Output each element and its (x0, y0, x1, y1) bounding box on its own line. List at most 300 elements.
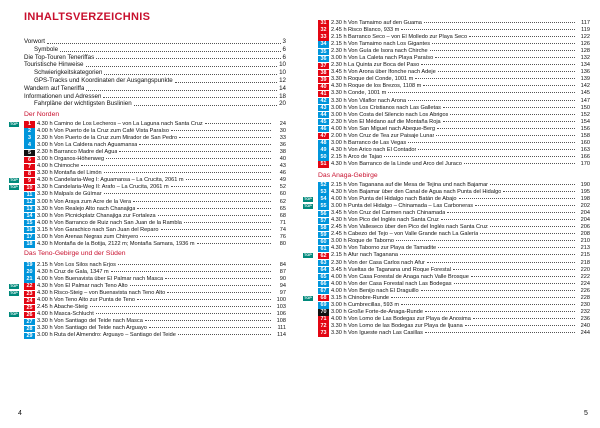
tour-page: 244 (580, 329, 590, 336)
leader-dots (103, 93, 277, 99)
tour-duration: 3.00 h (331, 111, 347, 118)
tour-number: 50 (318, 154, 329, 160)
tour-number: 24 (24, 298, 35, 304)
tour-page: 220 (580, 266, 590, 273)
tour-name: Risco-Steig – von Buenavista nach Teno Alto (54, 290, 166, 297)
tour-entry (318, 245, 590, 252)
leader-dots (450, 114, 575, 115)
tour-duration: 4.30 h (331, 160, 347, 167)
tour-name: Von Cruz del Carmen nach Chinamada (348, 210, 446, 217)
top-badge: TOP (10, 122, 18, 127)
tour-page: 111 (277, 325, 286, 332)
tour-number: 41 (318, 91, 329, 97)
tour-entry (318, 260, 590, 267)
tour-duration: 3.30 h (37, 170, 53, 177)
tour-name: Von Santiago del Teide nach Masca (54, 318, 143, 325)
tour-entry (318, 119, 590, 126)
tour-number: 47 (318, 133, 329, 139)
tour-duration: 2.15 h (37, 262, 53, 268)
tour-duration: 2.45 h (331, 231, 347, 238)
leader-dots (436, 135, 575, 136)
tour-page: 97 (279, 290, 286, 297)
tour-name: Cumbrecillas, 593 m (348, 301, 399, 308)
tour-duration: 3.00 h (331, 104, 347, 111)
tour-name: Von Arona über Ifonche nach Adeje (348, 69, 436, 76)
tour-entry (318, 98, 590, 105)
tour-name: Große Forte-de-Anaga-Runde (348, 308, 423, 315)
tour-entry (318, 189, 590, 196)
tour-duration: 2.30 h (37, 135, 53, 142)
tour-entry (24, 135, 286, 142)
leader-dots (401, 304, 575, 305)
tour-number: 12 (24, 199, 35, 205)
tour-duration: 3.30 h (37, 191, 53, 198)
tour-name: Von Santiago del Teide nach Arguayo (54, 325, 147, 332)
tour-name: Von Araya zum Acre de la Vera (54, 198, 132, 205)
top-badge: TOP (10, 312, 18, 317)
tour-duration: 4.30 h (37, 121, 53, 127)
tour-page: 136 (580, 69, 590, 76)
tour-number: 36 (318, 56, 329, 62)
tour-number: 5 (24, 150, 35, 156)
leader-dots (133, 201, 271, 202)
leader-dots (205, 123, 271, 124)
tour-name: Von La Caleta nach Playa Paraíso (348, 55, 434, 62)
tour-entry (10, 184, 286, 191)
tour-entry (10, 311, 286, 318)
leader-dots (423, 85, 575, 86)
tour-page: 134 (580, 62, 590, 69)
tour-page: 170 (580, 160, 590, 167)
tour-page: 119 (581, 27, 590, 34)
tour-number: 49 (318, 147, 329, 153)
leader-dots (179, 137, 271, 138)
tour-name: Von Arico nach El Contador (348, 146, 417, 153)
tour-entry (24, 227, 286, 234)
leader-dots (60, 46, 280, 52)
tour-name: Von Vilaflor nach Arona (348, 97, 407, 104)
tour-duration: 4.30 h (37, 269, 53, 276)
toc-entry (24, 93, 286, 101)
tour-entry (24, 220, 286, 227)
tour-name: Arco de Tajao (348, 153, 383, 160)
leader-dots (90, 306, 271, 307)
leader-dots (401, 29, 575, 30)
tour-entry (318, 288, 590, 295)
leader-dots (437, 128, 575, 129)
tour-name: Von Los Silos nach Erjos (54, 262, 116, 268)
tour-name: Von Puerto de la Cruz zum Café Vista Paraíso (54, 128, 169, 135)
tour-page: 46 (279, 170, 286, 177)
tour-list-teno (10, 262, 286, 340)
tour-duration: 4.30 h (331, 245, 347, 252)
tour-number: 60 (318, 239, 329, 245)
tour-page: 38 (279, 149, 286, 156)
tour-number: 61 (318, 246, 329, 252)
leader-dots (480, 233, 575, 234)
tour-entry (10, 290, 286, 297)
leader-dots (134, 100, 277, 106)
tour-name: Roque de Taborno (348, 238, 394, 245)
tour-entry (24, 199, 286, 206)
tour-number: 35 (318, 49, 329, 55)
tour-name: Von Valleseco über den Pico del Inglés nach Santa Cruz (348, 224, 488, 231)
page-title: INHALTSVERZEICHNIS (24, 11, 151, 23)
tour-number: 28 (24, 326, 35, 332)
tour-page: 224 (580, 280, 590, 287)
tour-number: 8 (24, 171, 35, 177)
tour-page: 154 (580, 118, 590, 125)
tour-duration: 3.15 h (37, 226, 53, 233)
tour-duration: 4.00 h (331, 280, 347, 287)
top-badge: TOP (304, 204, 312, 209)
tour-name: La Quinta zur Boca del Paso (348, 62, 420, 69)
leader-dots (469, 36, 575, 37)
leader-dots (441, 219, 575, 220)
leader-dots (119, 151, 271, 152)
tour-name: Conde, 1001 m (348, 90, 387, 97)
tour-number: 4 (24, 142, 35, 148)
tour-name: Von Los Cristianos nach Las Galletas (348, 104, 441, 111)
tour-page: 240 (580, 322, 590, 329)
tour-number: 27 (24, 319, 35, 325)
tour-entry (24, 325, 286, 332)
tour-duration: 3.30 h (331, 97, 347, 104)
toc-entry-title: Vorwort (24, 38, 45, 45)
leader-dots (435, 57, 575, 58)
tour-name: Malpaís de Güímar (54, 191, 102, 198)
leader-dots (475, 205, 575, 206)
tour-entry (318, 112, 590, 119)
leader-dots (104, 193, 271, 194)
leader-dots (106, 158, 271, 159)
tour-duration: 3.00 h (331, 55, 347, 62)
toc-entry-page: 6 (282, 45, 286, 53)
tour-name: Von Costa del Silencio nach Los Abrigos (348, 111, 449, 118)
leader-dots (503, 191, 575, 192)
tour-page: 106 (276, 311, 286, 318)
tour-number: 32 (318, 27, 329, 33)
leader-dots (171, 186, 271, 187)
tour-number: 72 (318, 323, 329, 329)
tour-entry (10, 283, 286, 290)
tour-number: 22 (24, 283, 35, 289)
leader-dots (421, 64, 575, 65)
leader-dots (81, 165, 271, 166)
tour-name: Von Teno Alto zur Punta de Teno (54, 297, 135, 304)
toc-entry (24, 61, 286, 69)
tour-name: Montaña de la Botija, 2122 m; Montaña Samara, 1936 m (54, 240, 195, 247)
tour-name: Von Casa Forestal de Anaga nach Valle Brosque (348, 273, 469, 280)
tour-duration: 2.15 h (331, 153, 347, 160)
tour-list-norden (10, 121, 286, 248)
tour-page: 139 (580, 76, 590, 83)
tour-duration: 4.30 h (331, 217, 347, 224)
tour-list-anaga (304, 182, 590, 337)
tour-duration: 4.00 h (37, 297, 53, 304)
tour-number: 45 (318, 119, 329, 125)
tour-name: Cruz de Gala, 1347 m (54, 269, 109, 276)
tour-page: 156 (580, 125, 590, 132)
tour-number: 11 (24, 192, 35, 198)
leader-dots (104, 69, 277, 75)
tour-page: 160 (580, 139, 590, 146)
tour-number: 64 (318, 267, 329, 273)
tour-name: Von Cruz de Tea zur Paisaje Lunar (348, 132, 435, 139)
tour-name: Von der Casa Carlos nach Afur (348, 259, 425, 266)
tour-name: Barranco de Las Vegas (348, 139, 407, 146)
tour-entry (318, 20, 590, 27)
tour-entry (318, 309, 590, 316)
tour-entry (24, 163, 286, 170)
tour-name: Órganos-Höhenweg (54, 156, 105, 163)
tour-number: 62 (318, 253, 329, 259)
tour-entry (318, 147, 590, 154)
tour-number: 16 (24, 227, 35, 233)
tour-entry (318, 323, 590, 330)
tour-duration: 3.45 h (331, 210, 347, 217)
tour-number: 39 (318, 77, 329, 83)
tour-number: 57 (318, 218, 329, 224)
tour-page: 210 (580, 238, 590, 245)
leader-dots (421, 290, 575, 291)
leader-dots (184, 222, 271, 223)
tour-entry (318, 281, 590, 288)
leader-dots (432, 43, 575, 44)
tour-name: Von Igueste nach Las Casillas (348, 329, 423, 336)
tour-page: 230 (580, 301, 590, 308)
tour-duration: 2.45 h (37, 304, 53, 311)
leader-dots (430, 50, 575, 51)
leader-dots (424, 22, 575, 23)
tour-page: 132 (580, 55, 590, 62)
tour-duration: 3.00 h (331, 203, 347, 210)
leader-dots (391, 297, 575, 298)
tour-entry (318, 217, 590, 224)
tour-duration: 3.45 h (331, 69, 347, 76)
leader-dots (384, 156, 575, 157)
tour-name: Von Barranco de Ruiz nach San Juan de la Rambla (54, 219, 182, 226)
tour-name: Von Pico del Inglés nach Santa Cruz (348, 217, 439, 224)
leader-dots (139, 144, 271, 145)
toc-entry-page: 10 (279, 61, 286, 69)
tour-duration: 2.45 h (331, 224, 347, 231)
tour-number: 23 (24, 291, 35, 297)
toc-entry (24, 69, 286, 77)
tour-duration: 4.00 h (37, 311, 53, 318)
tour-page: 49 (279, 177, 286, 184)
tour-entry (24, 213, 286, 220)
tour-page: 152 (580, 111, 590, 118)
tour-duration: 4.30 h (331, 83, 347, 90)
section-heading-anaga: Das Anaga-Gebirge (318, 172, 378, 179)
tour-page: 202 (580, 203, 590, 210)
tour-page: 60 (279, 191, 286, 198)
tour-page: 213 (580, 245, 590, 252)
tour-number: 15 (24, 220, 35, 226)
tour-name: Von Garachico nach San Juan del Reparo (54, 226, 159, 233)
leader-dots (425, 332, 575, 333)
tour-duration: 2.45 h (331, 27, 347, 34)
tour-number: 13 (24, 206, 35, 212)
tour-entry (318, 55, 590, 62)
tour-entry (24, 170, 286, 177)
leader-dots (453, 269, 575, 270)
tour-number: 14 (24, 213, 35, 219)
tour-page: 103 (276, 304, 286, 311)
folio-right: 5 (584, 410, 588, 417)
tour-page: 190 (580, 182, 590, 188)
tour-page: 198 (580, 196, 590, 203)
top-badge: TOP (10, 185, 18, 190)
tour-name: Von der Casa Forestal nach Las Bodegas (348, 280, 452, 287)
tour-duration: 2.30 h (331, 62, 347, 69)
tour-page: 228 (580, 294, 590, 301)
tour-number: 25 (24, 305, 35, 311)
tour-duration: 4.00 h (37, 163, 53, 170)
tour-page: 90 (279, 276, 286, 283)
tour-name: Abache-Steig (54, 304, 88, 311)
tour-duration: 3.30 h (37, 325, 53, 332)
tour-entry (318, 231, 590, 238)
tour-duration: 4.00 h (37, 128, 53, 135)
tour-entry (24, 318, 286, 325)
tour-page: 24 (279, 121, 286, 127)
tour-name: Von Lomo de las Bodegas zur Playa de Ijuana (348, 322, 463, 329)
tour-page: 71 (279, 219, 286, 226)
tour-entry (318, 83, 590, 90)
tour-duration: 3.00 h (37, 212, 53, 219)
tour-name: Von Bajamar über den Canal de Agua nach Punta del Hidalgo (348, 189, 502, 196)
tour-page: 236 (580, 315, 590, 322)
tour-entry (304, 294, 590, 302)
leader-dots (118, 264, 271, 265)
tour-page: 204 (580, 210, 590, 217)
tour-duration: 3.30 h (37, 184, 53, 191)
leader-dots (447, 212, 575, 213)
tour-number: 3 (24, 135, 35, 141)
tour-page: 226 (580, 287, 590, 294)
leader-dots (86, 61, 278, 67)
tour-page: 43 (279, 163, 286, 170)
tour-name: Von San Miguel nach Abeque-Berg (348, 125, 436, 132)
tour-duration: 3.00 h (37, 156, 53, 163)
leader-dots (415, 78, 575, 79)
tour-number: 42 (318, 98, 329, 104)
tour-page: 33 (279, 135, 286, 142)
tour-duration: 3.00 h (331, 301, 347, 308)
tour-number: 19 (24, 262, 35, 268)
leader-dots (443, 107, 575, 108)
tour-entry (318, 274, 590, 281)
tour-entry (24, 206, 286, 213)
top-badge: TOP (10, 178, 18, 183)
leader-dots (490, 226, 575, 227)
tour-duration: 3.00 h (37, 142, 53, 149)
toc-entry-title: Symbole (34, 45, 59, 53)
section-heading-norden: Der Norden (24, 111, 60, 118)
tour-number: 68 (318, 295, 329, 301)
tour-duration: 2.30 h (37, 149, 53, 156)
tour-page: 100 (276, 297, 286, 304)
tour-number: 65 (318, 274, 329, 280)
toc-entry-page: 10 (279, 69, 286, 77)
tour-name: Masca-Schlucht (54, 311, 94, 318)
toc-entry-title: Touristische Hinweise (24, 61, 84, 69)
tour-number: 71 (318, 316, 329, 322)
leader-dots (111, 271, 271, 272)
tour-page: 222 (580, 273, 590, 280)
tour-number: 20 (24, 269, 35, 275)
tour-name: Vueltas de Taganana und Roque Forestal (348, 266, 451, 273)
tour-name: Punta del Hidalgo – Chinamada – Las Carboneras (348, 203, 474, 210)
tour-number: 2 (24, 128, 35, 134)
tour-number: 58 (318, 225, 329, 231)
tour-page: 68 (279, 212, 286, 219)
leader-dots (145, 320, 271, 321)
tour-entry (24, 332, 286, 339)
tour-page: 108 (276, 318, 286, 325)
toc-entry-page: 18 (279, 92, 286, 100)
tour-entry (24, 149, 286, 156)
tour-entry (318, 140, 590, 147)
toc-entry (24, 100, 286, 108)
leader-dots (490, 184, 575, 185)
toc-entry-title: Die Top-Touren Teneriffas (24, 53, 95, 61)
tour-page: 94 (279, 283, 286, 290)
tour-duration: 3.30 h (37, 318, 53, 325)
leader-dots (438, 247, 575, 248)
leader-dots (465, 325, 575, 326)
toc-entry (24, 54, 286, 62)
tour-name: Von Lomo de Las Bodegas zur Playa de Anosima (348, 315, 471, 322)
toc-general (24, 38, 286, 108)
leader-dots (137, 208, 271, 209)
leader-dots (137, 299, 271, 300)
tour-page: 232 (580, 308, 590, 315)
tour-name: Von Buenavista über El Palmar nach Masca (54, 276, 164, 283)
tour-number: 18 (24, 241, 35, 247)
leader-dots (438, 71, 575, 72)
tour-number: 53 (318, 189, 329, 195)
tour-name: Von Taborno zur Playa de Tamadite (348, 245, 437, 252)
tour-number: 31 (318, 20, 329, 26)
tour-page: 206 (580, 224, 590, 231)
tour-name: Von Guía de Isora nach Chirche (348, 48, 428, 55)
tour-entry (24, 269, 286, 276)
tour-page: 158 (580, 132, 590, 139)
tour-page: 128 (580, 48, 590, 55)
leader-dots (459, 198, 575, 199)
top-badge: TOP (304, 253, 312, 258)
tour-name: Camino de Los Lecheros – von La Laguna nach Santa Cruz (54, 121, 203, 127)
leader-dots (400, 254, 575, 255)
leader-dots (104, 172, 271, 173)
tour-number: 38 (318, 70, 329, 76)
leader-dots (86, 85, 277, 91)
tour-number: 9 (24, 178, 35, 184)
tour-duration: 4.00 h (331, 273, 347, 280)
toc-entry-title: Wandern auf Teneriffa (24, 84, 85, 92)
leader-dots (425, 311, 575, 312)
tour-duration: 4.00 h (331, 196, 347, 203)
tour-page: 80 (279, 240, 286, 247)
tour-number: 6 (24, 157, 35, 163)
tour-number: 52 (318, 182, 329, 188)
tour-entry (24, 234, 286, 241)
tour-entry (24, 276, 286, 283)
tour-duration: 2.30 h (331, 48, 347, 55)
